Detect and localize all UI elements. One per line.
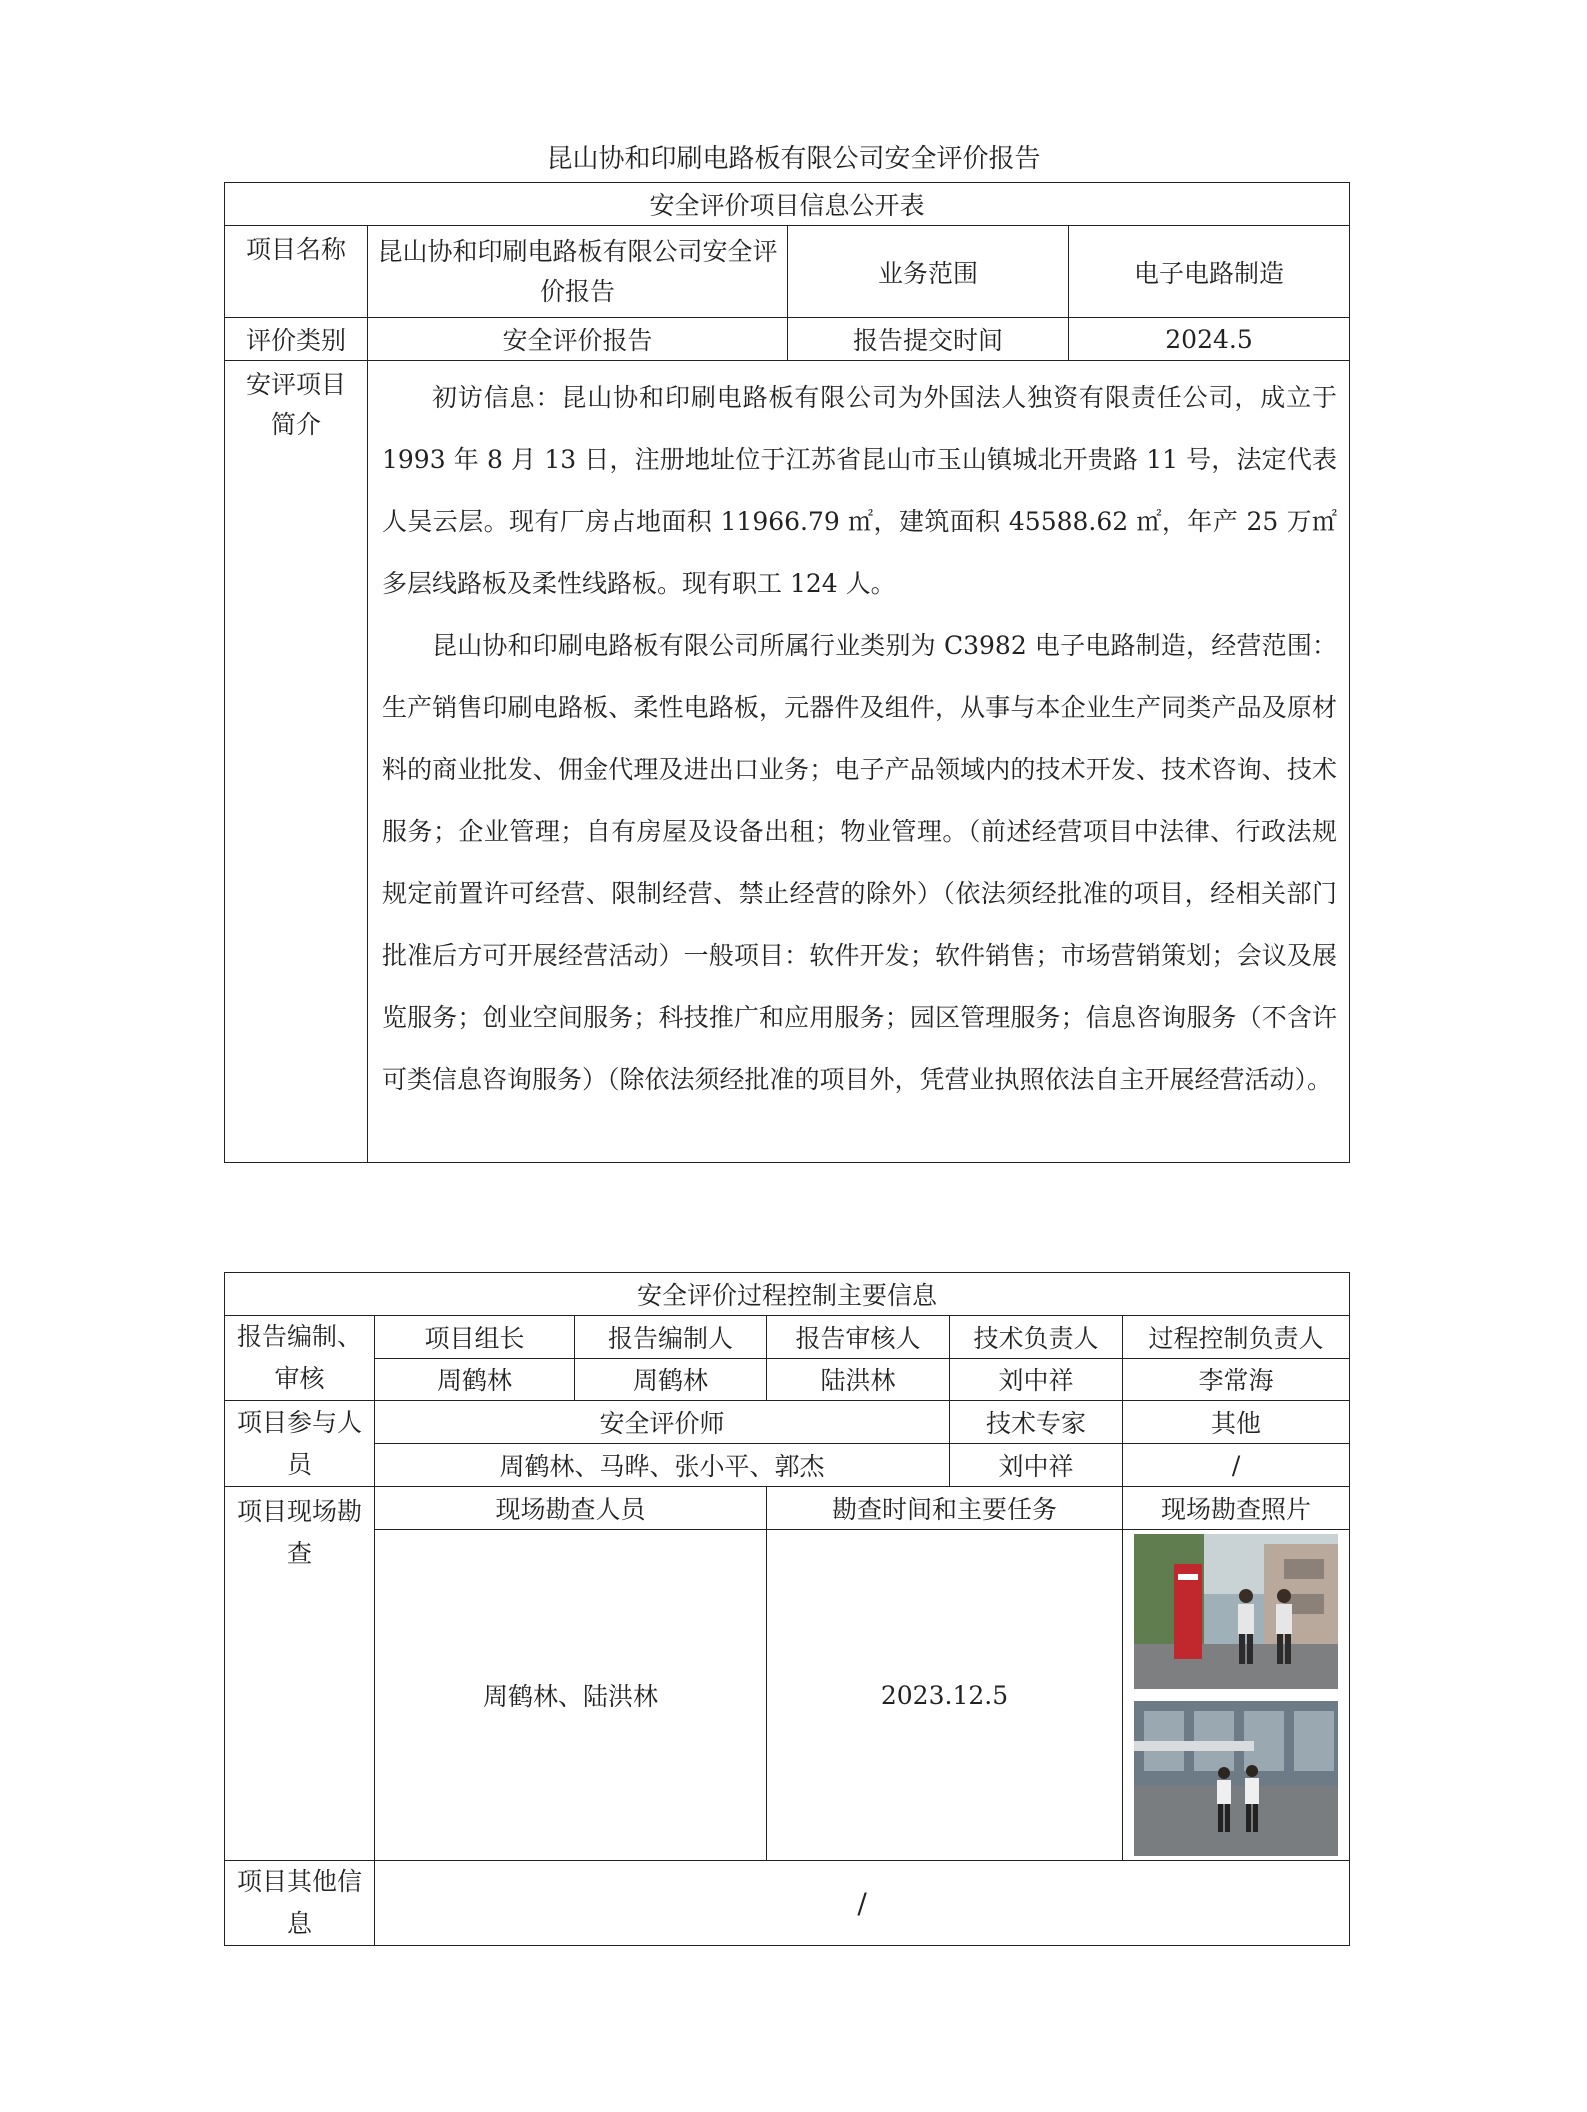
brief-label: 安评项目简介 [225,361,368,1163]
survey-photos [1123,1530,1350,1861]
submit-time-label: 报告提交时间 [788,318,1069,361]
compile-value-tech-lead: 刘中祥 [950,1358,1123,1401]
eval-type-value: 安全评价报告 [368,318,788,361]
business-scope-value: 电子电路制造 [1069,226,1350,318]
compile-header-reviewer: 报告审核人 [767,1316,950,1359]
project-name-label: 项目名称 [225,226,368,318]
eval-type-label: 评价类别 [225,318,368,361]
project-name-value: 昆山协和印刷电路板有限公司安全评价报告 [368,226,788,318]
other-info-label: 项目其他信息 [225,1861,375,1946]
compile-label: 报告编制、审核 [225,1316,375,1401]
brief-paragraph-2: 昆山协和印刷电路板有限公司所属行业类别为 C3982 电子电路制造，经营范围：生产销售印刷电路板、柔性电路板，元器件及组件，从事与本企业生产同类产品及原材料的商业批发、佣金代理及进出口业务；电子产品领域内的技术开发、技术咨询、技术服务；企业管理；自有房屋及设备出租；物业管理。（前述经营项目中法律、行政法规规定前置许可经营、限制经营、禁止经营的除外）（依法须经批准的项目，经相关部门批准后方可开展经营活动）一般项目：软件开发；软件销售；市场营销策划；会议及展览服务；创业空间服务；科技推广和应用服务；园区管理服务；信息咨询服务（不含许可类信息咨询服务）（除依法须经批准的项目外，凭营业执照依法自主开展经营活动）。 [382,631,1338,1094]
compile-header-leader: 项目组长 [375,1316,575,1359]
table2-heading: 安全评价过程控制主要信息 [225,1273,1350,1316]
participants-value-expert: 刘中祥 [950,1444,1123,1487]
compile-header-tech-lead: 技术负责人 [950,1316,1123,1359]
survey-header-photos: 现场勘查照片 [1123,1487,1350,1530]
submit-time-value: 2024.5 [1069,318,1350,361]
site-photo-2 [1134,1701,1338,1856]
survey-people: 周鹤林、陆洪林 [375,1530,767,1861]
site-photo-1 [1134,1534,1338,1689]
info-disclosure-table [224,182,1350,1163]
table1-heading: 安全评价项目信息公开表 [225,183,1350,226]
process-control-table [224,1272,1350,1946]
compile-value-author: 周鹤林 [575,1358,767,1401]
business-scope-label: 业务范围 [788,226,1069,318]
survey-header-people: 现场勘查人员 [375,1487,767,1530]
brief-paragraph-1: 初访信息：昆山协和印刷电路板有限公司为外国法人独资有限责任公司，成立于 1993 年 8 月 13 日，注册地址位于江苏省昆山市玉山镇城北开贵路 11 号，法定代表人吴云层。现有厂房占地面积 11966.79 ㎡，建筑面积 45588.62 ㎡，年产 25 万㎡多层线路板及柔性线路板。现有职工 124 人。 [382,383,1338,598]
participants-header-other: 其他 [1123,1401,1350,1444]
compile-value-leader: 周鹤林 [375,1358,575,1401]
participants-header-evaluator: 安全评价师 [375,1401,950,1444]
participants-label: 项目参与人员 [225,1401,375,1487]
compile-header-author: 报告编制人 [575,1316,767,1359]
brief-content [368,361,1350,1163]
compile-header-process-lead: 过程控制负责人 [1123,1316,1350,1359]
compile-value-process-lead: 李常海 [1123,1358,1350,1401]
participants-header-expert: 技术专家 [950,1401,1123,1444]
survey-label: 项目现场勘查 [225,1487,375,1861]
compile-value-reviewer: 陆洪林 [767,1358,950,1401]
document-title: 昆山协和印刷电路板有限公司安全评价报告 [546,144,1041,174]
survey-time: 2023.12.5 [767,1530,1123,1861]
other-info-value: / [375,1861,1350,1946]
participants-value-evaluator: 周鹤林、马晔、张小平、郭杰 [375,1444,950,1487]
survey-header-time: 勘查时间和主要任务 [767,1487,1123,1530]
participants-value-other: / [1123,1444,1350,1487]
